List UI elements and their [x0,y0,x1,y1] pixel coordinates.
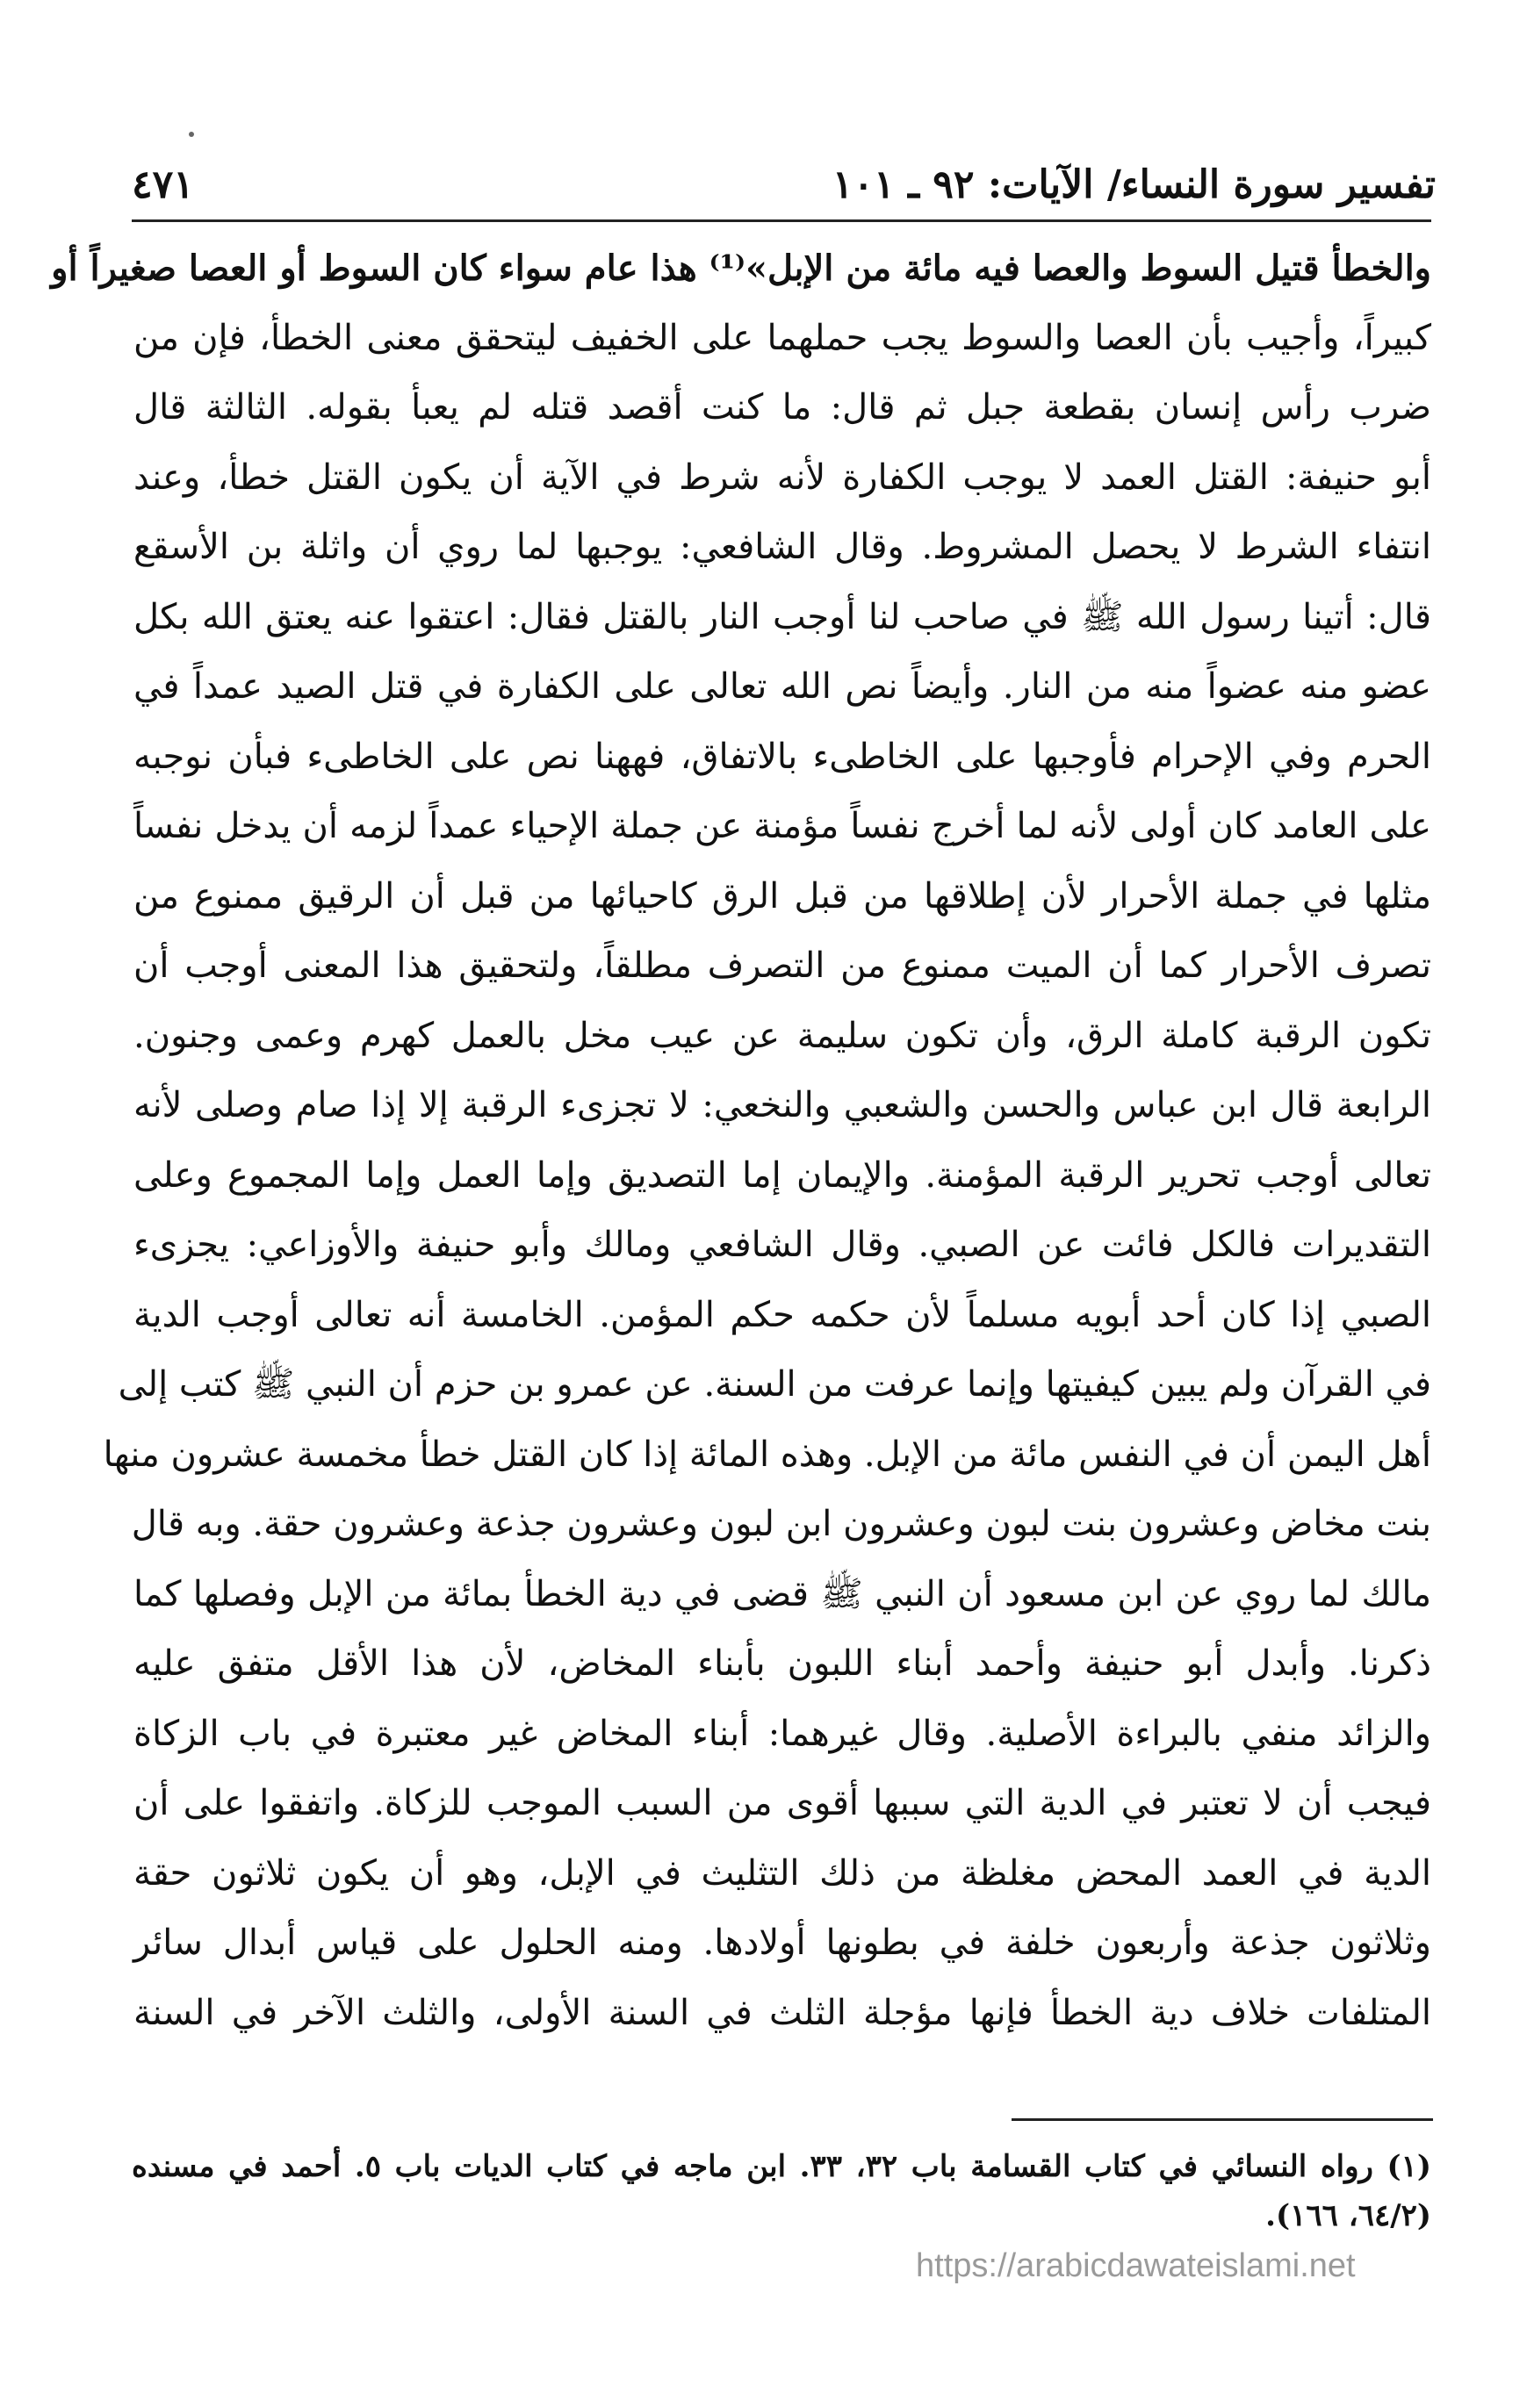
text-line: على العامد كان أولى لأنه لما أخرج نفساً مؤمنة عن جملة الإحياء عمداً لزمه أن يدخل نفساً [133,806,1431,846]
text-line: كبيراً، وأجيب بأن العصا والسوط يجب حملهما على الخفيف ليتحقق معنى الخطأ، فإن من [133,317,1431,358]
text-line: الدية في العمد المحض مغلظة من ذلك التثليث في الإبل، وهو أن يكون ثلاثون حقة [133,1852,1431,1894]
text-line: مثلها في جملة الأحرار لأن إطلاقها من قبل الرق كاحيائها من قبل أن الرقيق ممنوع من [133,875,1431,916]
text-line: أهل اليمن أن في النفس مائة من الإبل. وهذه المائة إذا كان القتل خطأ مخمسة عشرون منها [103,1434,1431,1475]
text-line: المتلفات خلاف دية الخطأ فإنها مؤجلة الثلث في السنة الأولى، والثلث الآخر في السنة [133,1992,1431,2033]
text-line: تصرف الأحرار كما أن الميت ممنوع من التصرف مطلقاً، ولتحقيق هذا المعنى أوجب أن [133,945,1431,986]
text-line: تكون الرقبة كاملة الرق، وأن تكون سليمة عن عيب مخل بالعمل كهرم وعمى وجنون. [133,1015,1431,1056]
text-line: أبو حنيفة: القتل العمد لا يوجب الكفارة لأنه شرط في الآية أن يكون القتل خطأ، وعند [133,456,1431,498]
text-line: ذكرنا. وأبدل أبو حنيفة وأحمد أبناء اللبون بأبناء المخاض، لأن هذا الأقل متفق عليه [133,1643,1431,1684]
text-line: مالك لما روي عن ابن مسعود أن النبي ﷺ قضى في دية الخطأ بمائة من الإبل وفصلها كما [133,1573,1431,1614]
text-line: تعالى أوجب تحرير الرقبة المؤمنة. والإيمان إما التصديق وإما العمل وإما المجموع وعلى [133,1154,1431,1196]
footnotes [132,2142,1431,2240]
text-line: في القرآن ولم يبين كيفيتها وإنما عرفت من السنة. عن عمرو بن حزم أن النبي ﷺ كتب إلى [118,1364,1431,1405]
text-line: والخطأ قتيل السوط والعصا فيه مائة من الإبل»⁽¹⁾ هذا عام سواء كان السوط أو العصا صغيراً أو [51,248,1431,289]
text-line: الصبي إذا كان أحد أبويه مسلماً لأن حكمه حكم المؤمن. الخامسة أنه تعالى أوجب الدية [133,1294,1431,1335]
text-line: التقديرات فالكل فائت عن الصبي. وقال الشافعي ومالك وأبو حنيفة والأوزاعي: يجزىء [133,1225,1431,1265]
footnote-line: (١) رواه النسائي في كتاب القسامة باب ٣٢، ٣٣. ابن ماجه في كتاب الديات باب ٥. أحمد في مسنده [132,2149,1432,2184]
header-divider [132,219,1431,222]
text-line: فيجب أن لا تعتبر في الدية التي سببها أقوى من السبب الموجب للزكاة. واتفقوا على أن [133,1783,1431,1823]
text-line: عضو منه عضواً منه من النار. وأيضاً نص الله تعالى على الكفارة في قتل الصيد عمداً في [133,666,1431,707]
text-line: انتفاء الشرط لا يحصل المشروط. وقال الشافعي: يوجبها لما روي أن واثلة بن الأسقع [133,527,1432,567]
footnote-line: (٦٤/٢، ١٦٦). [1265,2198,1431,2233]
text-line: والزائد منفي بالبراءة الأصلية. وقال غيرهما: أبناء المخاض غير معتبرة في باب الزكاة [133,1713,1431,1754]
text-line: وثلاثون جذعة وأربعون خلفة في بطونها أولادها. ومنه الحلول على قياس أبدال سائر [133,1923,1431,1963]
page-mark [189,132,194,137]
body-text [51,234,1432,2048]
text-line: الرابعة قال ابن عباس والحسن والشعبي والنخعي: لا تجزىء الرقبة إلا إذا صام وصلى لأنه [133,1085,1431,1125]
text-line: الحرم وفي الإحرام فأوجبها على الخاطىء بالاتفاق، فههنا نص على الخاطىء فبأن نوجبه [133,736,1431,777]
watermark-url: https://arabicdawateislami.net [916,2247,1356,2284]
footnote-divider [1012,2118,1433,2121]
text-line: ضرب رأس إنسان بقطعة جبل ثم قال: ما كنت أقصد قتله لم يعبأ بقوله. الثالثة قال [133,387,1431,428]
running-title: تفسير سورة النساء/ الآيات: ٩٢ ـ ١٠١ [832,162,1436,207]
page-number: ٤٧١ [132,162,194,207]
page-header [132,155,1436,216]
text-line: قال: أتينا رسول الله ﷺ في صاحب لنا أوجب النار بالقتل فقال: اعتقوا عنه يعتق الله بكل [133,596,1431,637]
text-line: بنت مخاض وعشرون بنت لبون وعشرون ابن لبون وعشرون جذعة وعشرون حقة. وبه قال [131,1504,1431,1544]
